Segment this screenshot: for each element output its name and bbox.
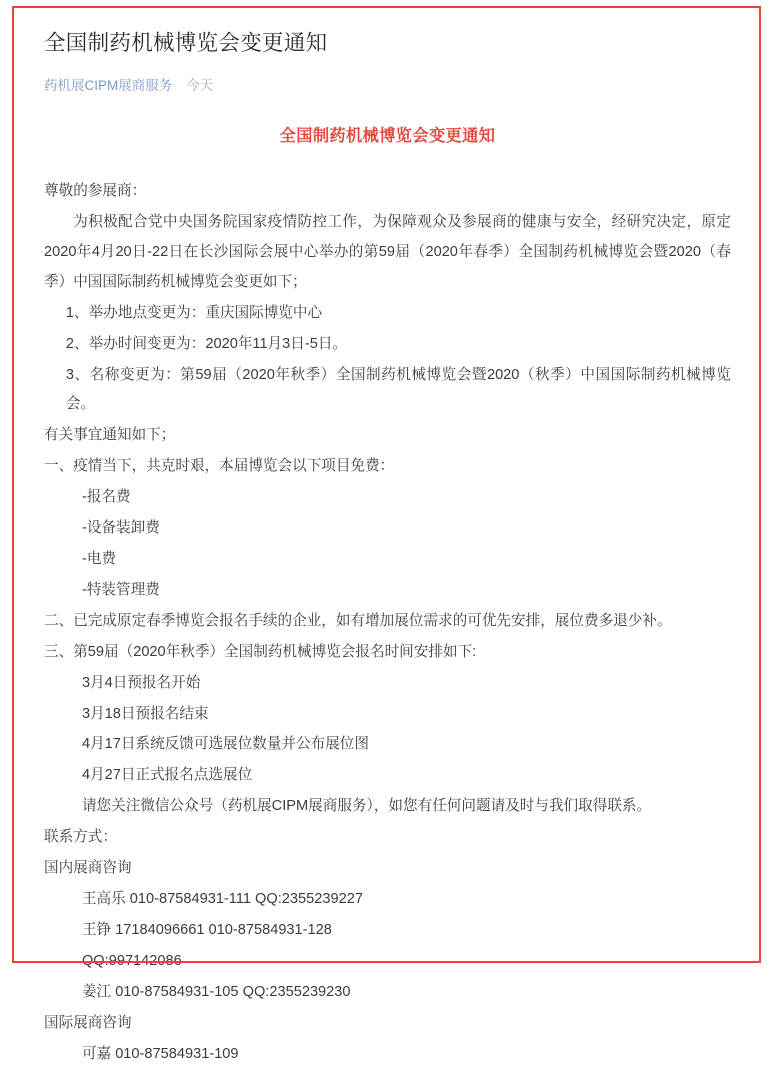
article-paragraph: -设备装卸费 [81,520,160,537]
article-paragraph: 姜江 010-87584931-105 QQ:2355239230 [81,983,351,1000]
article-paragraph: 尊敬的参展商： [44,183,147,200]
article-paragraph: 可嘉 010-87584931-109 [81,1045,239,1062]
article-paragraph: 联系方式： [44,829,117,846]
publish-date: 今天 [186,77,214,93]
article-paragraph: 为积极配合党中央国务院国家疫情防控工作，为保障观众及参展商的健康与安全，经研究决定，原定2020年4月20日-22日在长沙国际会展中心举办的第59届（2020年春季）全国制药机械博览会暨2020（春季）中国国际制药机械博览会变更如下； [44,214,731,290]
article-paragraph: 3、名称变更为：第59届（2020年秋季）全国制药机械博览会暨2020（秋季）中国国际制药机械博览会。 [65,366,731,413]
article-paragraph: 1、举办地点变更为：重庆国际博览中心 [65,304,323,321]
article-container [14,8,759,1062]
article-body [44,120,731,1069]
article-paragraph: -电费 [81,551,117,568]
article-paragraph: 王高乐 010-87584931-111 QQ:2355239227 [81,890,363,907]
page-title: 全国制药机械博览会变更通知 [44,31,328,55]
article-paragraph: -特装管理费 [81,581,160,598]
article-paragraph: QQ:997142086 [81,952,182,969]
article-meta [44,74,731,94]
paragraph-list [44,177,731,1069]
article-paragraph: 王铮 17184096661 010-87584931-128 [81,921,332,938]
article-paragraph: 请您关注微信公众号（药机展CIPM展商服务），如您有任何问题请及时与我们取得联系。 [81,798,652,815]
article-paragraph: 三、第59届（2020年秋季）全国制药机械博览会报名时间安排如下: [44,643,477,660]
article-paragraph: 3月4日预报名开始 [81,674,201,691]
article-paragraph: 一、疫情当下，共克时艰，本届博览会以下项目免费： [44,458,395,475]
article-paragraph: 国际展商咨询 [44,1014,132,1031]
article-paragraph: 3月18日预报名结束 [81,705,209,722]
article-paragraph: -报名费 [81,489,131,506]
article-paragraph: 国内展商咨询 [44,860,132,877]
article-paragraph: 4月17日系统反馈可选展位数量并公布展位图 [81,736,369,753]
notice-headline: 全国制药机械博览会变更通知 [279,126,496,145]
article-paragraph: 二、已完成原定春季博览会报名手续的企业，如有增加展位需求的可优先安排，展位费多退少补。 [44,612,672,629]
account-name[interactable]: 药机展CIPM展商服务 [44,77,173,93]
article-paragraph: 有关事宜通知如下； [44,427,176,444]
article-paragraph: 2、举办时间变更为：2020年11月3日-5日。 [65,335,348,352]
article-paragraph: 4月27日正式报名点选展位 [81,767,253,784]
